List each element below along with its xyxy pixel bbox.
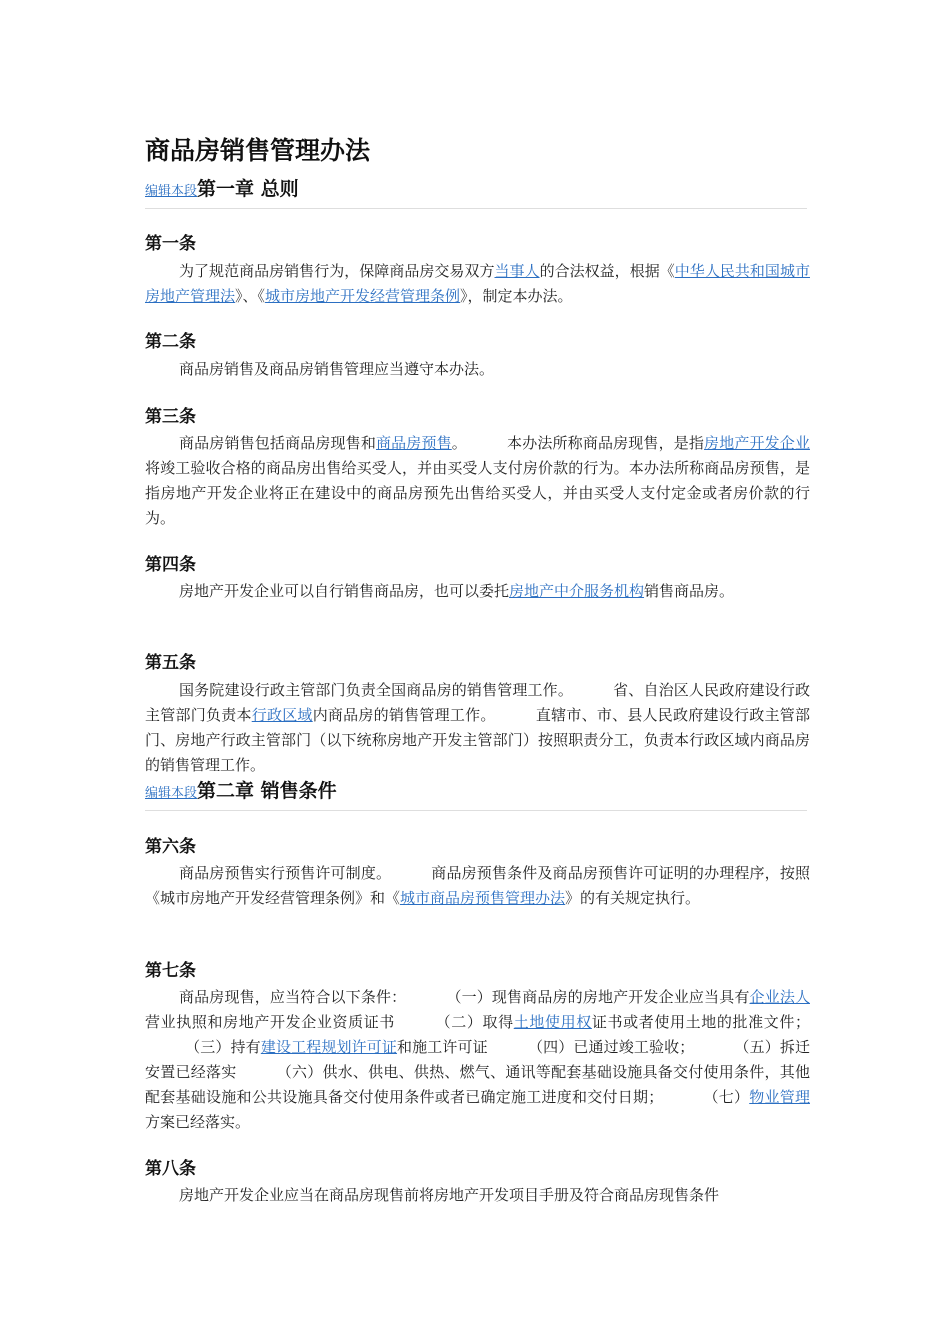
body-text: 内商品房的销售管理工作。: [312, 706, 496, 724]
article-heading: 第六条: [145, 837, 196, 857]
body-text: （二）取得: [434, 1013, 514, 1031]
body-text: 国务院建设行政主管部门负责全国商品房的销售管理工作。: [179, 681, 573, 699]
inline-link[interactable]: 行政区域: [251, 706, 313, 724]
chapter-heading-2: [145, 776, 807, 811]
body-text: （五）拆迁安置已经落实: [145, 1038, 810, 1081]
body-text: 为了规范商品房销售行为，保障商品房交易双方: [179, 262, 495, 280]
body-text: 》、《: [235, 287, 266, 305]
article-heading: 第七条: [145, 961, 196, 981]
body-text: 商品房预售条件及商品房预售许可证明的办理程序，按照《城市房地产开发经营管理条例》和《: [145, 864, 810, 907]
body-text: 》，制定本办法。: [460, 287, 573, 305]
body-text: （四）已通过竣工验收；: [527, 1038, 695, 1056]
chapter-title: 第一章 总则: [197, 178, 299, 200]
body-text: 。: [451, 434, 467, 452]
inline-link[interactable]: 商品房预售: [375, 434, 452, 452]
chapter-heading-1: [145, 174, 807, 209]
body-text: 商品房销售包括商品房现售和: [179, 434, 376, 452]
body-text: （七）: [703, 1088, 750, 1106]
body-text: 》的有关规定执行。: [565, 889, 701, 907]
inline-link[interactable]: 房地产开发企业: [704, 434, 810, 452]
inline-link[interactable]: 城市商品房预售管理办法: [400, 889, 566, 907]
body-text: 本办法所称商品房现售，是指: [506, 434, 705, 452]
document-title: 商品房销售管理办法: [145, 136, 371, 165]
body-text: （六）供水、供电、供热、燃气、通讯等配套基础设施具备交付使用条件，其他配套基础设施和公共设施具备交付使用条件或者已确定施工进度和交付日期；: [145, 1063, 810, 1106]
body-text: （一）现售商品房的房地产开发企业应当具有: [446, 988, 750, 1006]
body-text: 房地产开发企业应当在商品房现售前将房地产开发项目手册及符合商品房现售条件: [179, 1186, 720, 1204]
article-heading: 第三条: [145, 407, 196, 427]
body-text: （三）持有: [185, 1038, 261, 1056]
article-body: [145, 678, 810, 778]
article-body: [145, 861, 810, 911]
body-text: 营业执照和房地产开发企业资质证书: [145, 1013, 395, 1031]
body-text: 商品房预售实行预售许可制度。: [179, 864, 392, 882]
body-text: 方案已经落实。: [145, 1113, 251, 1131]
article-body: [145, 1183, 810, 1208]
article-heading: 第八条: [145, 1159, 196, 1179]
body-text: 证书或者使用土地的批准文件；: [591, 1013, 810, 1031]
article-heading: 第二条: [145, 332, 196, 352]
article-body: [145, 579, 810, 604]
body-text: 和施工许可证: [397, 1038, 488, 1056]
body-text: 房地产开发企业可以自行销售商品房，也可以委托: [179, 582, 510, 600]
article-body: [145, 985, 810, 1135]
inline-link[interactable]: 城市房地产开发经营管理条例: [265, 287, 461, 305]
edit-section-link[interactable]: 编辑本段: [145, 786, 198, 801]
article-heading: 第五条: [145, 653, 196, 673]
chapter-title: 第二章 销售条件: [197, 780, 337, 802]
edit-section-link[interactable]: 编辑本段: [145, 184, 198, 199]
article-body: [145, 357, 810, 382]
inline-link[interactable]: 房地产中介服务机构: [509, 582, 645, 600]
inline-link[interactable]: 物业管理: [749, 1088, 810, 1106]
body-text: 将竣工验收合格的商品房出售给买受人，并由买受人支付房价款的行为。本办法所称商品房预售，是指房地产开发企业将正在建设中的商品房预先出售给买受人，并由买受人支付定金或者房价款的行为。: [145, 459, 810, 527]
body-text: 省、自治区人民政府建设行政主管部门负责本: [145, 681, 810, 724]
inline-link[interactable]: 中华人民共和国城市房地产管理法: [145, 262, 810, 305]
article-body: [145, 259, 810, 309]
inline-link[interactable]: 建设工程规划许可证: [260, 1038, 398, 1056]
article-heading: 第一条: [145, 234, 196, 254]
article-heading: 第四条: [145, 555, 196, 575]
inline-link[interactable]: 土地使用权: [513, 1013, 592, 1031]
body-text: 的合法权益，根据《: [539, 262, 675, 280]
inline-link[interactable]: 企业法人: [749, 988, 810, 1006]
body-text: 商品房销售及商品房销售管理应当遵守本办法。: [179, 360, 495, 378]
article-body: [145, 431, 810, 531]
body-text: 商品房现售，应当符合以下条件：: [179, 988, 407, 1006]
body-text: 销售商品房。: [644, 582, 735, 600]
inline-link[interactable]: 当事人: [494, 262, 540, 280]
body-text: 直辖市、市、县人民政府建设行政主管部门、房地产行政主管部门（以下统称房地产开发主管部门）按照职责分工，负责本行政区域内商品房的销售管理工作。: [145, 706, 810, 774]
